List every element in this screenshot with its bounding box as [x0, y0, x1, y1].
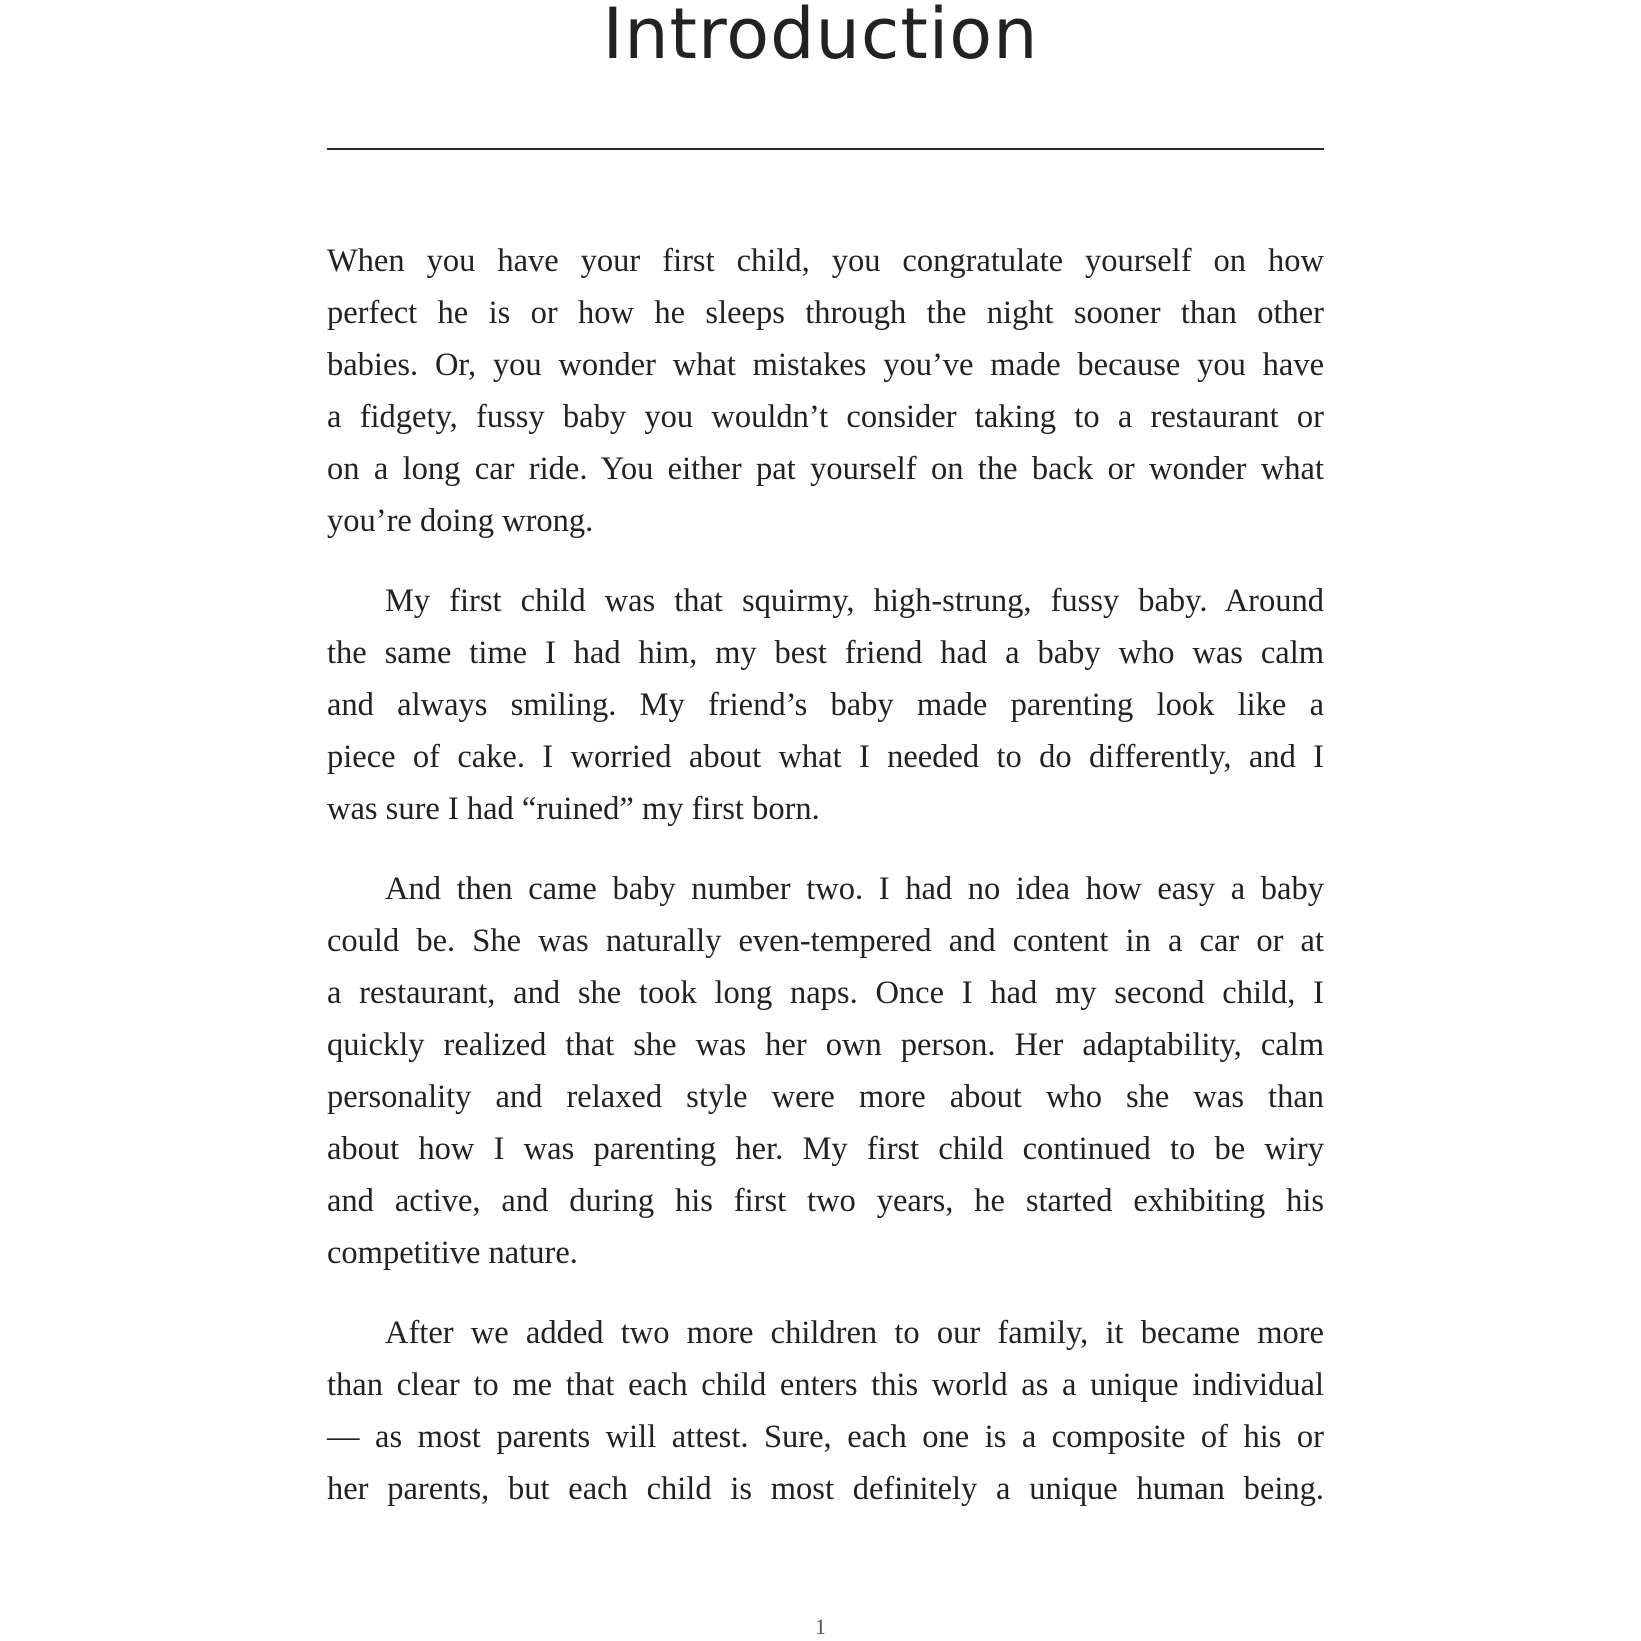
- page-number: 1: [815, 1614, 826, 1639]
- text-line: competitive nature.: [327, 1235, 578, 1271]
- text-line: her parents, but each child is most definitely a unique human being.: [327, 1471, 1324, 1507]
- text-line: you’re doing wrong.: [327, 503, 594, 539]
- text-line: personality and relaxed style were more about who she was than: [327, 1079, 1324, 1115]
- title-divider: [327, 148, 1324, 150]
- text-line: And then came baby number two. I had no idea how easy a baby: [385, 871, 1324, 907]
- text-line: a restaurant, and she took long naps. Once I had my second child, I: [327, 975, 1324, 1011]
- text-line: After we added two more children to our family, it became more: [385, 1315, 1324, 1351]
- paragraph-2: [327, 575, 1324, 835]
- text-line: about how I was parenting her. My first child continued to be wiry: [327, 1131, 1324, 1167]
- text-line: than clear to me that each child enters this world as a unique individual: [327, 1367, 1324, 1403]
- text-line: and always smiling. My friend’s baby made parenting look like a: [327, 687, 1324, 723]
- text-line: When you have your first child, you congratulate yourself on how: [327, 243, 1324, 279]
- text-line: piece of cake. I worried about what I needed to do differently, and I: [327, 739, 1324, 775]
- chapter-body: [327, 235, 1324, 1543]
- paragraph-1: [327, 235, 1324, 547]
- text-line: and active, and during his first two years, he started exhibiting his: [327, 1183, 1324, 1219]
- text-line: the same time I had him, my best friend had a baby who was calm: [327, 635, 1324, 671]
- text-line: could be. She was naturally even-tempered and content in a car or at: [327, 923, 1324, 959]
- paragraph-4: [327, 1307, 1324, 1515]
- text-line: was sure I had “ruined” my first born.: [327, 791, 820, 827]
- text-line: quickly realized that she was her own person. Her adaptability, calm: [327, 1027, 1324, 1063]
- text-line: perfect he is or how he sleeps through the night sooner than other: [327, 295, 1324, 331]
- text-line: babies. Or, you wonder what mistakes you’ve made because you have: [327, 347, 1324, 383]
- text-line: on a long car ride. You either pat yourself on the back or wonder what: [327, 451, 1324, 487]
- text-line: — as most parents will attest. Sure, each one is a composite of his or: [327, 1419, 1324, 1455]
- paragraph-3: [327, 863, 1324, 1279]
- chapter-title: Introduction: [602, 0, 1039, 75]
- text-line: a fidgety, fussy baby you wouldn’t consider taking to a restaurant or: [327, 399, 1324, 435]
- text-line: My first child was that squirmy, high-strung, fussy baby. Around: [385, 583, 1324, 619]
